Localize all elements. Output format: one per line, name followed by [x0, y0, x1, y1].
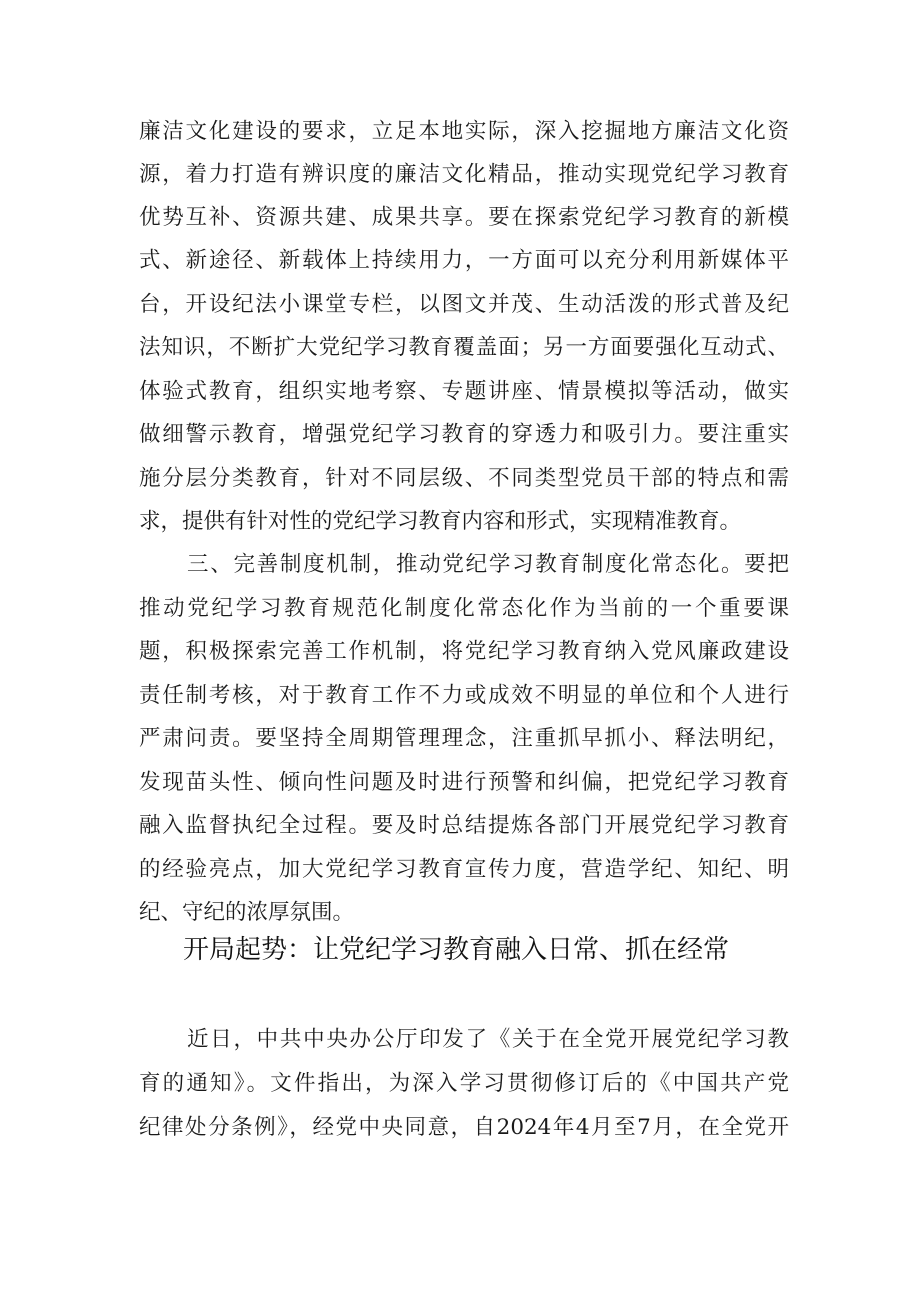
section-heading: 开局起势：让党纪学习教育融入日常、抓在经常 — [183, 935, 730, 965]
paragraph-2-line-3: 题，积极探索完善工作机制，将党纪学习教育纳入党风廉政建设 — [139, 639, 789, 664]
paragraph-1-line-8: 做细警示教育，增强党纪学习教育的穿透力和吸引力。要注重实 — [139, 422, 789, 447]
paragraph-1-line-2: 源，着力打造有辨识度的廉洁文化精品，推动实现党纪学习教育 — [139, 162, 789, 187]
paragraph-3-line-3: 纪律处分条例》，经党中央同意，自2024年4月至7月，在全党开 — [139, 1115, 789, 1140]
paragraph-1-line-10: 求，提供有针对性的党纪学习教育内容和形式，实现精准教育。 — [139, 509, 742, 534]
paragraph-3-line-1: 近日，中共中央办公厅印发了《关于在全党开展党纪学习教 — [187, 1027, 789, 1052]
paragraph-2-line-5: 严肃问责。要坚持全周期管理理念，注重抓早抓小、释法明纪， — [139, 726, 789, 751]
paragraph-2-line-6: 发现苗头性、倾向性问题及时进行预警和纠偏，把党纪学习教育 — [139, 770, 789, 795]
paragraph-1-line-4: 式、新途径、新载体上持续用力，一方面可以充分利用新媒体平 — [139, 248, 789, 273]
paragraph-1-line-9: 施分层分类教育，针对不同层级、不同类型党员干部的特点和需 — [139, 466, 789, 491]
paragraph-2-line-8: 的经验亮点，加大党纪学习教育宣传力度，营造学纪、知纪、明 — [139, 857, 789, 882]
paragraph-1-line-7: 体验式教育，组织实地考察、专题讲座、情景模拟等活动，做实 — [139, 379, 789, 404]
paragraph-2-line-9: 纪、守纪的浓厚氛围。 — [139, 900, 355, 925]
paragraph-1-line-1: 廉洁文化建设的要求，立足本地实际，深入挖掘地方廉洁文化资 — [139, 119, 789, 144]
paragraph-3-line-2: 育的通知》。文件指出，为深入学习贯彻修订后的《中国共产党 — [139, 1071, 789, 1096]
paragraph-1-line-6: 法知识，不断扩大党纪学习教育覆盖面；另一方面要强化互动式、 — [139, 335, 789, 360]
paragraph-2-line-4: 责任制考核，对于教育工作不力或成效不明显的单位和个人进行 — [139, 683, 789, 708]
paragraph-1-line-5: 台，开设纪法小课堂专栏，以图文并茂、生动活泼的形式普及纪 — [139, 292, 789, 317]
paragraph-2-line-7: 融入监督执纪全过程。要及时总结提炼各部门开展党纪学习教育 — [139, 813, 789, 838]
paragraph-2-line-2: 推动党纪学习教育规范化制度化常态化作为当前的一个重要课 — [139, 596, 789, 621]
paragraph-1-line-3: 优势互补、资源共建、成果共享。要在探索党纪学习教育的新模 — [139, 205, 789, 230]
paragraph-2-line-1: 三、完善制度机制，推动党纪学习教育制度化常态化。要把 — [187, 552, 789, 577]
